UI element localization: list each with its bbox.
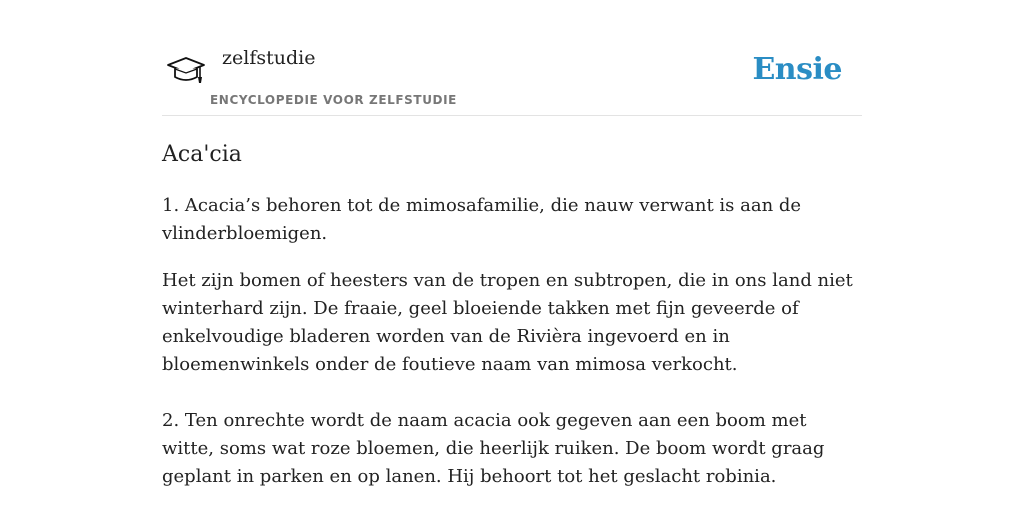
article-body [162,192,862,491]
article-paragraph: Het zijn bomen of heesters van de tropen en subtropen, die in ons land niet winterhard zijn. De fraaie, geel bloeiende takken met fijn geveerde of enkelvoudige bladeren worden van de Rivièra ingevoerd en in bloemenwinkels onder de foutieve naam van mimosa verkocht. [162,270,853,375]
article-paragraph: 2. Ten onrechte wordt de naam acacia ook gegeven aan een boom met witte, soms wat roze bloemen, die heerlijk ruiken. De boom wordt graag geplant in parken en op lanen. Hij behoort tot het geslacht robinia. [162,410,825,487]
graduation-cap-icon[interactable] [166,52,206,92]
site-header [162,0,862,116]
page [162,0,862,512]
site-tagline: ENCYCLOPEDIE VOOR ZELFSTUDIE [210,93,457,107]
article-title: Aca'cia [162,142,242,167]
brand-logo-link[interactable]: Ensie [752,52,842,87]
site-name-link[interactable]: zelfstudie [222,47,316,69]
article-paragraph: 1. Acacia’s behoren tot de mimosafamilie, die nauw verwant is aan de vlinderbloemigen. [162,195,802,244]
